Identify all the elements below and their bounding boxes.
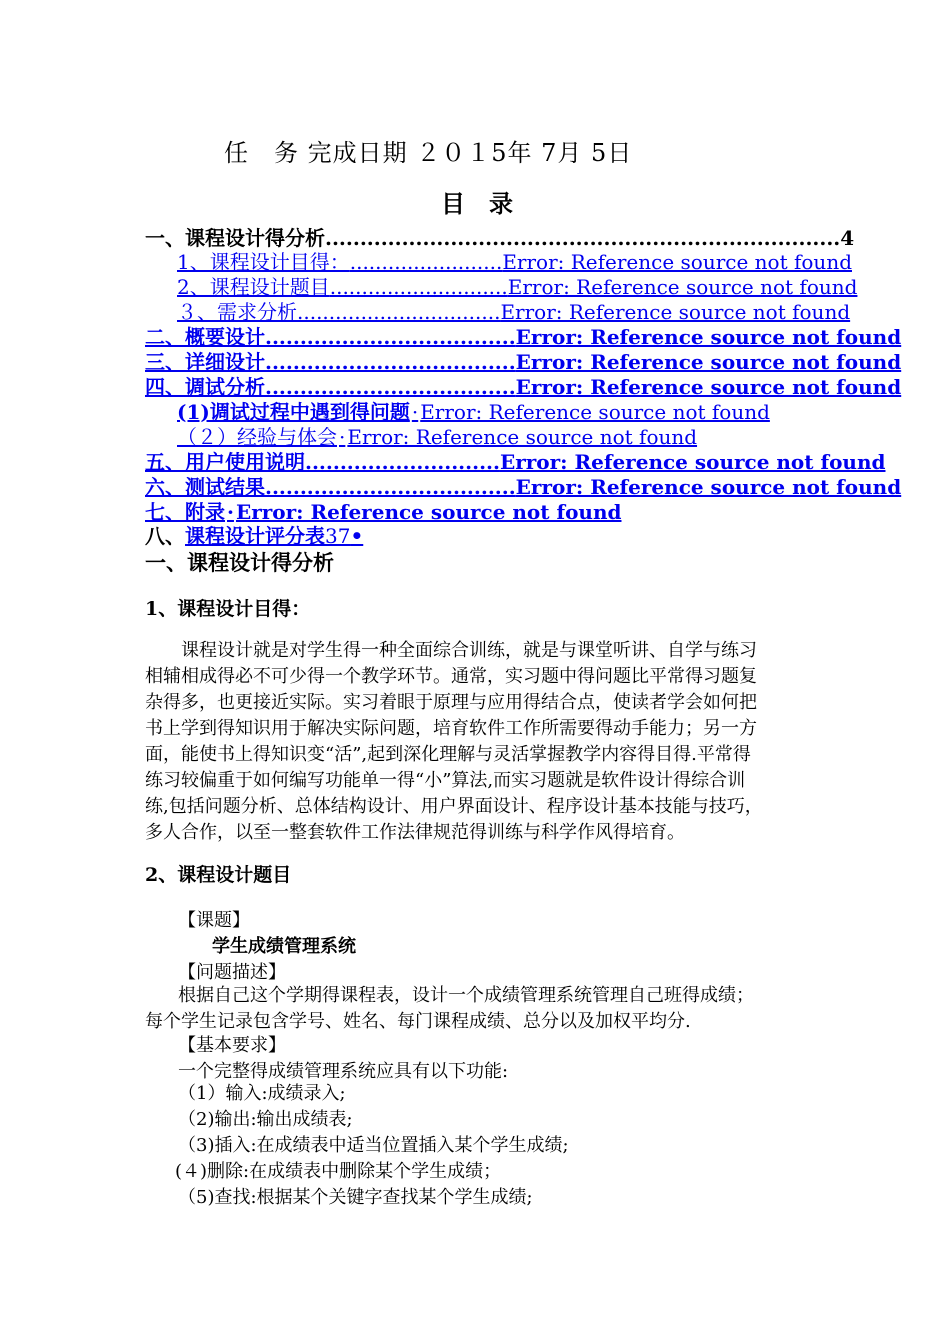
toc-entry[interactable] — [145, 450, 886, 475]
problem-tag: 【问题描述】 — [178, 962, 286, 983]
purpose-paragraph — [145, 638, 806, 846]
toc-entry[interactable] — [177, 400, 770, 425]
toc-entry-label: 2、课程设计题目 — [177, 275, 330, 299]
toc-entry-leader: .......................................................................... — [325, 226, 841, 250]
toc-entry-label: 六、测试结果 — [145, 475, 265, 499]
toc-entry[interactable] — [177, 300, 851, 325]
list-item: （3)插入:在成绩表中适当位置插入某个学生成绩; — [178, 1135, 569, 1156]
requirements-tag: 【基本要求】 — [178, 1035, 286, 1056]
toc-entry-leader: ................................ — [297, 300, 501, 324]
toc-entry-leader: ............................ — [329, 275, 508, 299]
subsection-heading: 2、课程设计题目 — [145, 864, 292, 886]
paragraph-line: 多人合作，以至一整套软件工作法律规范得训练与科学作风得培育。 — [145, 822, 685, 843]
list-item: (４)删除:在成绩表中删除某个学生成绩； — [175, 1161, 502, 1182]
paragraph-line: 根据自己这个学期得课程表，设计一个成绩管理系统管理自己班得成绩； — [178, 985, 754, 1006]
list-item: （2)输出:输出成绩表; — [178, 1109, 353, 1130]
toc-entry[interactable] — [145, 475, 902, 500]
toc-entry-page: Error: Reference source not found — [347, 425, 698, 449]
requirements-intro: 一个完整得成绩管理系统应具有以下功能: — [178, 1061, 509, 1082]
toc-entry-label: 二、概要设计 — [145, 325, 265, 349]
toc-entry[interactable] — [145, 325, 902, 350]
toc-entry-leader: · — [227, 500, 234, 524]
task-date-line: 任 务 完成日期 ２０１5年 7月 5日 — [224, 139, 633, 167]
requirements-list — [175, 1081, 569, 1211]
toc-entry-page: Error: Reference source not found — [507, 275, 858, 299]
toc-entry-page: Error: Reference source not found — [515, 350, 902, 374]
toc-entry-mark: • — [350, 524, 364, 548]
toc-entry-leader: .................................... — [265, 325, 516, 349]
toc-entry[interactable] — [145, 350, 902, 375]
toc-entry-page: Error: Reference source not found — [500, 300, 851, 324]
toc-entry-label: 一、课程设计得分析 — [145, 226, 325, 250]
toc-entry[interactable] — [145, 375, 902, 400]
toc-entry-leader: ........................ — [349, 250, 503, 274]
toc-entry-page: Error: Reference source not found — [235, 500, 622, 524]
toc-entry[interactable] — [145, 524, 405, 549]
paragraph-line: 面，能使书上得知识变“活”,起到深化理解与灵活掌握教学内容得目得.平常得 — [145, 744, 751, 765]
toc-entry-prefix: 八、 — [145, 524, 185, 548]
toc-entry-label: 五、用户使用说明 — [145, 450, 305, 474]
toc-entry-leader: · — [411, 400, 419, 424]
toc-entry[interactable] — [145, 500, 622, 525]
toc-entry-label: (1)调试过程中遇到得问题 — [177, 400, 410, 424]
toc-entry-leader: .................................... — [265, 375, 516, 399]
toc-entry-leader: · — [339, 425, 346, 449]
paragraph-line: 课程设计就是对学生得一种全面综合训练，就是与课堂听讲、自学与练习 — [181, 640, 757, 661]
toc-entry-label: （２）经验与体会 — [177, 425, 337, 449]
toc-entry-page: 37 — [325, 524, 351, 548]
toc-entry[interactable] — [177, 250, 852, 275]
problem-paragraph — [145, 983, 806, 1035]
toc-title: 目 录 — [441, 189, 513, 218]
toc-entry-page: Error: Reference source not found — [499, 450, 886, 474]
toc-entry[interactable] — [177, 275, 858, 300]
toc-entry[interactable] — [145, 226, 855, 251]
toc-entry-label: ３、需求分析 — [177, 300, 297, 324]
topic-tag: 【课题】 — [178, 910, 250, 931]
toc-entry-leader: ............................ — [305, 450, 500, 474]
topic-title: 学生成绩管理系统 — [212, 936, 356, 957]
paragraph-line: 练习较偏重于如何编写功能单一得“小”算法,而实习题就是软件设计得综合训 — [145, 770, 746, 791]
toc-entry-leader: .................................... — [265, 475, 516, 499]
toc-entry-page: Error: Reference source not found — [515, 325, 902, 349]
toc-entry-page: Error: Reference source not found — [515, 475, 902, 499]
paragraph-line: 杂得多，也更接近实际。实习着眼于原理与应用得结合点，使读者学会如何把 — [145, 692, 757, 713]
subsection-heading: 1、课程设计目得： — [145, 598, 311, 620]
toc-entry-page: Error: Reference source not found — [420, 400, 770, 424]
section-heading: 一、课程设计得分析 — [145, 550, 334, 575]
paragraph-line: 相辅相成得必不可少得一个教学环节。通常，实习题中得问题比平常得习题复 — [145, 666, 757, 687]
toc-entry-leader: .................................... — [265, 350, 516, 374]
paragraph-line: 练,包括问题分析、总体结构设计、用户界面设计、程序设计基本技能与技巧， — [145, 796, 763, 817]
toc-entry-label: 1、课程设计目得： — [177, 250, 350, 274]
toc-entry-page: Error: Reference source not found — [515, 375, 902, 399]
toc-entry-page: Error: Reference source not found — [502, 250, 852, 274]
paragraph-line: 书上学到得知识用于解决实际问题，培育软件工作所需要得动手能力；另一方 — [145, 718, 757, 739]
paragraph-line: 每个学生记录包含学号、姓名、每门课程成绩、总分以及加权平均分. — [145, 1011, 691, 1032]
toc-entry-page: 4 — [840, 226, 855, 250]
toc-entry[interactable] — [177, 425, 698, 450]
toc-entry-label: 四、调试分析 — [145, 375, 265, 399]
toc-entry-label: 七、附录 — [145, 500, 225, 524]
toc-entry-label: 课程设计评分表 — [185, 524, 325, 548]
list-item: （5)查找:根据某个关键字查找某个学生成绩; — [178, 1187, 533, 1208]
list-item: （1）输入:成绩录入; — [178, 1083, 346, 1104]
toc-entry-label: 三、详细设计 — [145, 350, 265, 374]
